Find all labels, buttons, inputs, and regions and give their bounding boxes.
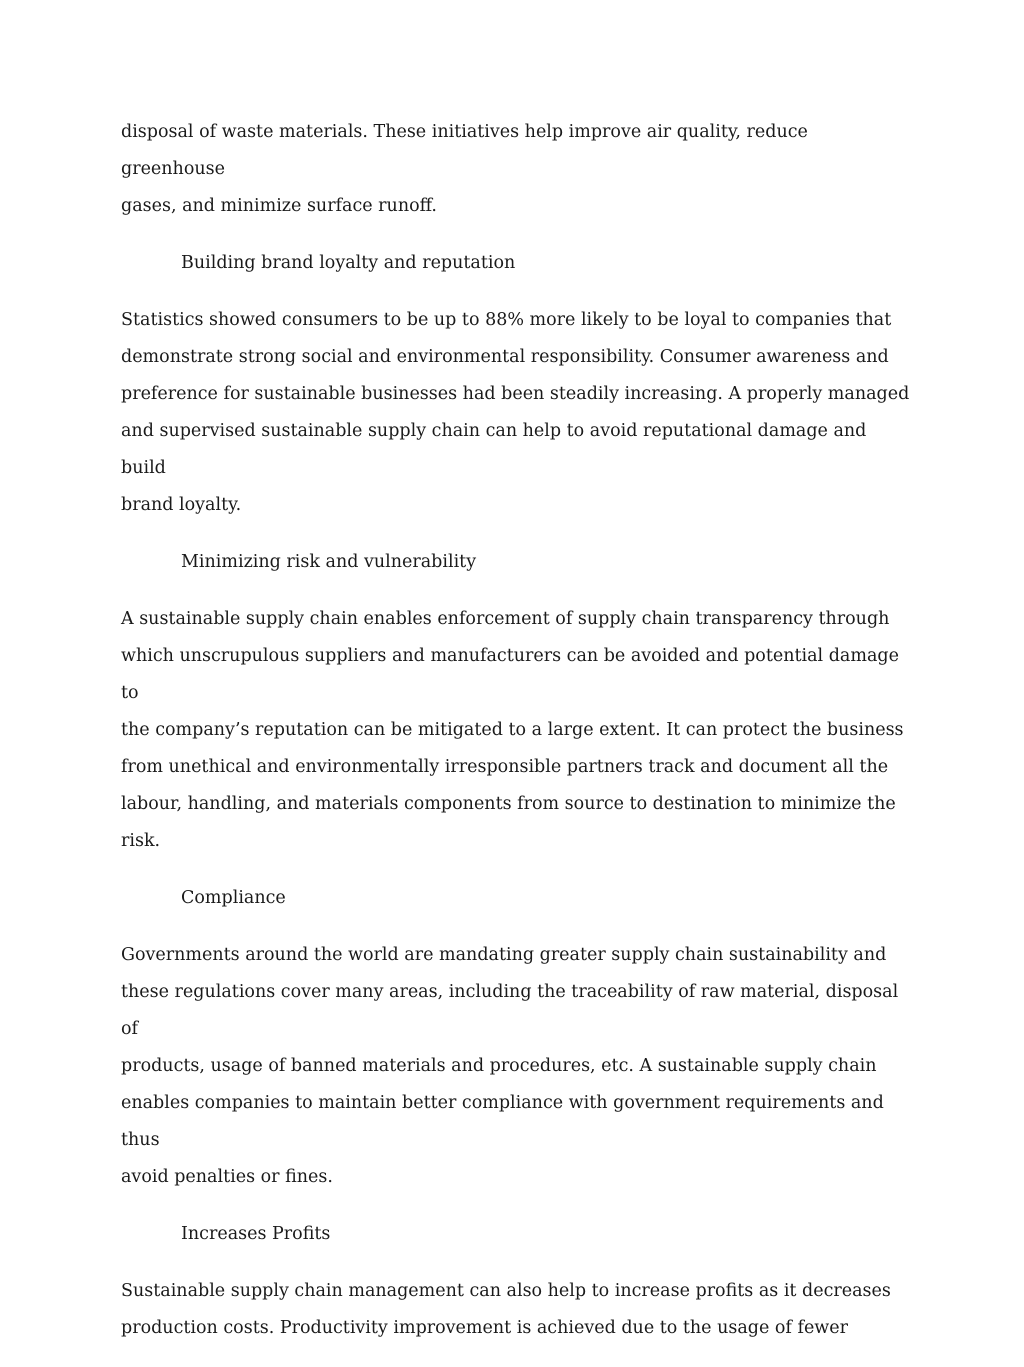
heading-minimizing-risk: Minimizing risk and vulnerability xyxy=(181,552,477,572)
heading-increases-profits: Increases Profits xyxy=(181,1224,331,1244)
document-body xyxy=(121,114,911,1367)
paragraph-compliance: Governments around the world are mandating greater supply chain sustainability and these regulations cover many areas, including the traceability of raw material, disposal of products, usage of banned materials and procedures, etc. A sustainable supply chain enables companies to maintain better compliance with government requirements and thus avoid penalties or fines. xyxy=(121,945,899,1187)
paragraph-increases-profits: Sustainable supply chain management can also help to increase profits as it decreases production costs. Productivity improvement is achieved due to the usage of fewer xyxy=(121,1281,891,1338)
paragraph-waste-disposal: disposal of waste materials. These initiatives help improve air quality, reduce greenhouse gases, and minimize surface runoff. xyxy=(121,122,808,216)
heading-compliance: Compliance xyxy=(181,888,286,908)
paragraph-minimizing-risk: A sustainable supply chain enables enforcement of supply chain transparency through which unscrupulous suppliers and manufacturers can be avoided and potential damage to the company’s reputation can be mitigated to a large extent. It can protect the business from unethical and environmentally irresponsible partners track and document all the labour, handling, and materials components from source to destination to minimize the risk. xyxy=(121,609,904,851)
paragraph-brand-loyalty: Statistics showed consumers to be up to 88% more likely to be loyal to companies that demonstrate strong social and environmental responsibility. Consumer awareness and preference for sustainable businesses had been steadily increasing. A properly managed and supervised sustainable supply chain can help to avoid reputational damage and build brand loyalty. xyxy=(121,310,910,515)
heading-brand-loyalty: Building brand loyalty and reputation xyxy=(181,253,516,273)
